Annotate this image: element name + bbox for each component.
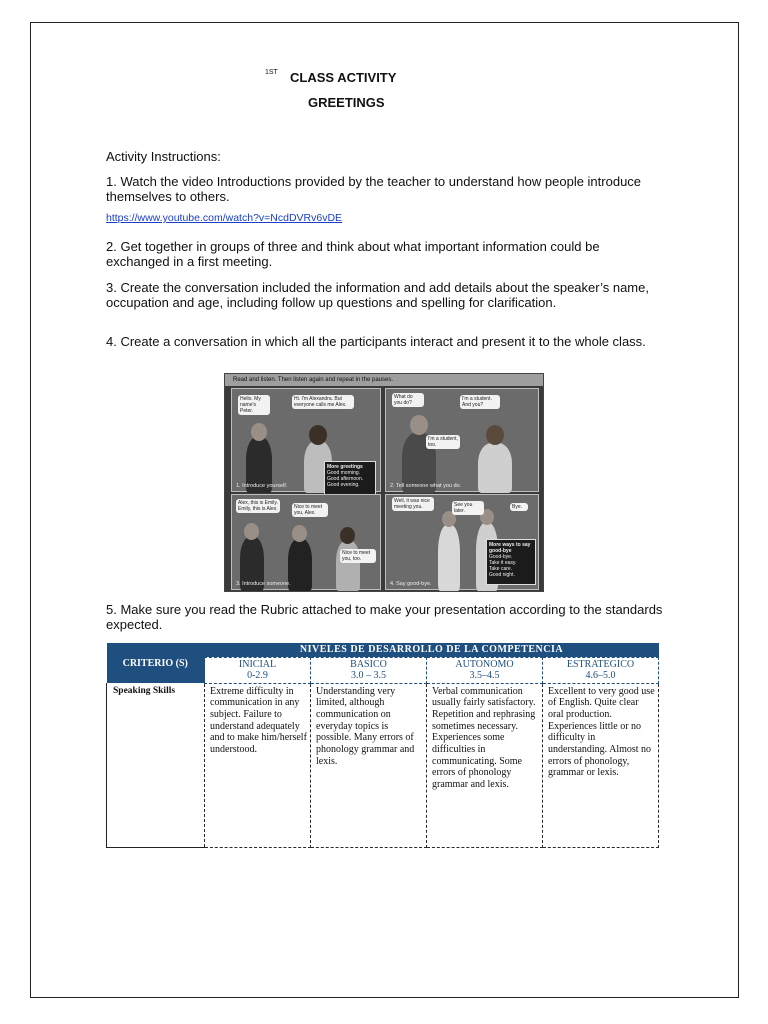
bubble-3c: Nice to meet you, too. bbox=[340, 549, 376, 563]
instruction-step-5: 5. Make sure you read the Rubric attached to make your presentation according to the standards expected. bbox=[106, 602, 663, 632]
goodbye-line: Good-bye. bbox=[489, 554, 513, 560]
bubble-4b: See you later. bbox=[452, 501, 484, 515]
level-name: BASICO bbox=[350, 659, 387, 670]
instruction-step-4: 4. Create a conversation in which all the participants interact and present it to the whole class. bbox=[106, 334, 646, 349]
level-estrategico bbox=[543, 657, 659, 683]
level-range: 0-2.9 bbox=[247, 670, 268, 681]
rubric-table bbox=[106, 643, 659, 848]
criterion-speaking-skills: Speaking Skills bbox=[107, 683, 205, 847]
page-title: CLASS ACTIVITY bbox=[290, 70, 397, 85]
bubble-1b: Hi. I'm Alexandra. But everyone calls me Alex. bbox=[292, 395, 354, 409]
bubble-2b: I'm a student. And you? bbox=[460, 395, 500, 409]
level-inicial bbox=[205, 657, 311, 683]
title-superscript: 1ST bbox=[265, 69, 278, 76]
bubble-2a: What do you do? bbox=[392, 393, 424, 407]
video-link[interactable]: https://www.youtube.com/watch?v=NcdDVRv6vDE bbox=[106, 212, 343, 224]
bubble-3a: Alex, this is Emily. Emily, this is Alex. bbox=[236, 499, 280, 513]
goodbye-line: Good night. bbox=[489, 572, 515, 578]
bubble-4a: Well, it was nice meeting you. bbox=[392, 497, 434, 511]
goodbye-box-title: More ways to say good-bye bbox=[489, 542, 531, 554]
instruction-step-3: 3. Create the conversation included the information and add details about the speaker’s name, occupation and age, including follow up questions and spelling for clarification. bbox=[106, 280, 649, 310]
level-range: 4.6–5.0 bbox=[585, 670, 616, 681]
photo-header: Read and listen. Then listen again and repeat in the pauses. bbox=[225, 374, 543, 386]
rubric-cell-autonomo: Verbal communication usually fairly satisfactory. Repetition and rephrasing sometimes necessary. Experiences some difficulties in communicating. Some errors of phonology grammar and lexis. bbox=[427, 683, 543, 847]
photo-panel-1 bbox=[231, 388, 381, 492]
goodbye-line: Take care. bbox=[489, 566, 513, 572]
level-name: AUTONOMO bbox=[455, 659, 514, 670]
rubric-cell-estrategico: Excellent to very good use of English. Quite clear oral production. Experiences little or no difficulty in understanding. Almost no errors of phonology, grammar or lexis. bbox=[543, 683, 659, 847]
instruction-step-1: 1. Watch the video Introductions provided by the teacher to understand how people introduce themselves to others. bbox=[106, 174, 642, 204]
photo-panel-2 bbox=[385, 388, 539, 492]
panel-caption-3: 3. Introduce someone. bbox=[236, 581, 291, 587]
greetings-box-title: More greetings bbox=[327, 464, 363, 470]
bubble-2c: I'm a student, too. bbox=[426, 435, 460, 449]
textbook-photo bbox=[224, 373, 544, 592]
level-autonomo bbox=[427, 657, 543, 683]
panel-caption-4: 4. Say good-bye. bbox=[390, 581, 432, 587]
panel-caption-2: 2. Tell someone what you do. bbox=[390, 483, 462, 489]
goodbye-line: Take it easy. bbox=[489, 560, 517, 566]
greetings-box bbox=[324, 461, 376, 497]
greetings-line: Good afternoon. bbox=[327, 476, 364, 482]
level-name: INICIAL bbox=[238, 659, 277, 670]
page-subtitle: GREETINGS bbox=[308, 95, 385, 110]
rubric-cell-inicial: Extreme difficulty in communication in any subject. Failure to understand adequately and to make him/herself understood. bbox=[205, 683, 311, 847]
bubble-4c: Bye. bbox=[510, 503, 528, 511]
goodbye-box bbox=[486, 539, 536, 585]
bubble-3b: Nice to meet you, Alex. bbox=[292, 503, 328, 517]
photo-panel-3 bbox=[231, 494, 381, 590]
instructions-heading: Activity Instructions: bbox=[106, 149, 221, 164]
rubric-cell-basico: Understanding very limited, although communication on everyday topics is possible. Many errors of phonology grammar and lexis. bbox=[311, 683, 427, 847]
level-basico bbox=[311, 657, 427, 683]
instruction-step-2: 2. Get together in groups of three and think about what important information could be exchanged in a first meeting. bbox=[106, 239, 600, 269]
panel-caption-1: 1. Introduce yourself. bbox=[236, 483, 288, 489]
photo-panel-4 bbox=[385, 494, 539, 590]
criterion-header: CRITERIO (S) bbox=[107, 643, 205, 683]
level-range: 3.0 – 3.5 bbox=[351, 670, 386, 681]
levels-header: NIVELES DE DESARROLLO DE LA COMPETENCIA bbox=[205, 643, 659, 657]
bubble-1a: Hello. My name's Peter. bbox=[238, 395, 270, 415]
level-name: ESTRATEGICO bbox=[566, 659, 635, 670]
level-range: 3.5–4.5 bbox=[469, 670, 500, 681]
greetings-line: Good evening. bbox=[327, 482, 360, 488]
greetings-line: Good morning. bbox=[327, 470, 361, 476]
